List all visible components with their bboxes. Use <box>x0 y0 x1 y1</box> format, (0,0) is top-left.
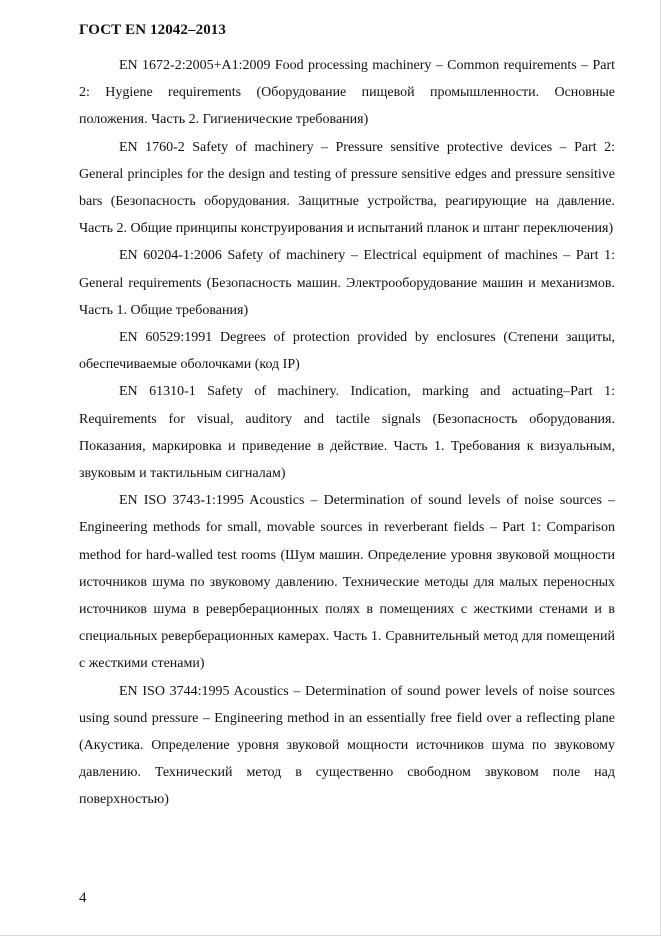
reference-en-60204-1: EN 60204-1:2006 Safety of machinery – Electrical equipment of machines – Part 1: General requirements (Безопасность машин. Электрооборудование машин и механизмов. Часть 1. Общие требования) <box>79 248 615 318</box>
page-number: 4 <box>79 890 87 906</box>
reference-en-1672-2: EN 1672-2:2005+A1:2009 Food processing machinery – Common requirements – Part 2: Hygiene requirements (Оборудование пищевой промышленности. Основные положения. Часть 2. Гигиенические требования) <box>79 58 615 128</box>
reference-en-61310-1: EN 61310-1 Safety of machinery. Indication, marking and actuating–Part 1: Requirements for visual, auditory and tactile signals (Безопасность оборудования. Показания, маркировка и приведение в действие. Часть 1. Требования к визуальным, звуковым и тактильным сигналам) <box>79 384 615 482</box>
normative-references-list <box>79 52 615 814</box>
reference-en-iso-3743-1: EN ISO 3743-1:1995 Acoustics – Determination of sound levels of noise sources – Engineering methods for small, movable sources in reverberant fields – Part 1: Comparison method for hard-walled test rooms (Шум машин. Определение уровня звуковой мощности источников шума по звуковому давлению. Технические методы для малых переносных источников шума в реверберационных полях в помещениях с жесткими стенами и в специальных реверберационных камерах. Часть 1. Сравнительный метод для помещений с жесткими стенами) <box>79 493 615 672</box>
standard-header: ГОСТ EN 12042–2013 <box>79 22 226 38</box>
reference-en-1760-2: EN 1760-2 Safety of machinery – Pressure sensitive protective devices – Part 2: General principles for the design and testing of pressure sensitive edges and pressure sensitive bars (Безопасность оборудования. Защитные устройства, реагирующие на давление. Часть 2. Общие принципы конструирования и испытаний планок и штанг переключения) <box>79 139 615 237</box>
reference-en-iso-3744: EN ISO 3744:1995 Acoustics – Determination of sound power levels of noise sources using sound pressure – Engineering method in an essentially free field over a reflecting plane (Акустика. Определение уровня звуковой мощности источников шума по звуковому давлению. Технический метод в существенно свободном звуковом поле над поверхностью) <box>79 683 615 808</box>
reference-en-60529: EN 60529:1991 Degrees of protection provided by enclosures (Степени защиты, обеспечиваемые оболочками (код IP) <box>79 330 615 373</box>
